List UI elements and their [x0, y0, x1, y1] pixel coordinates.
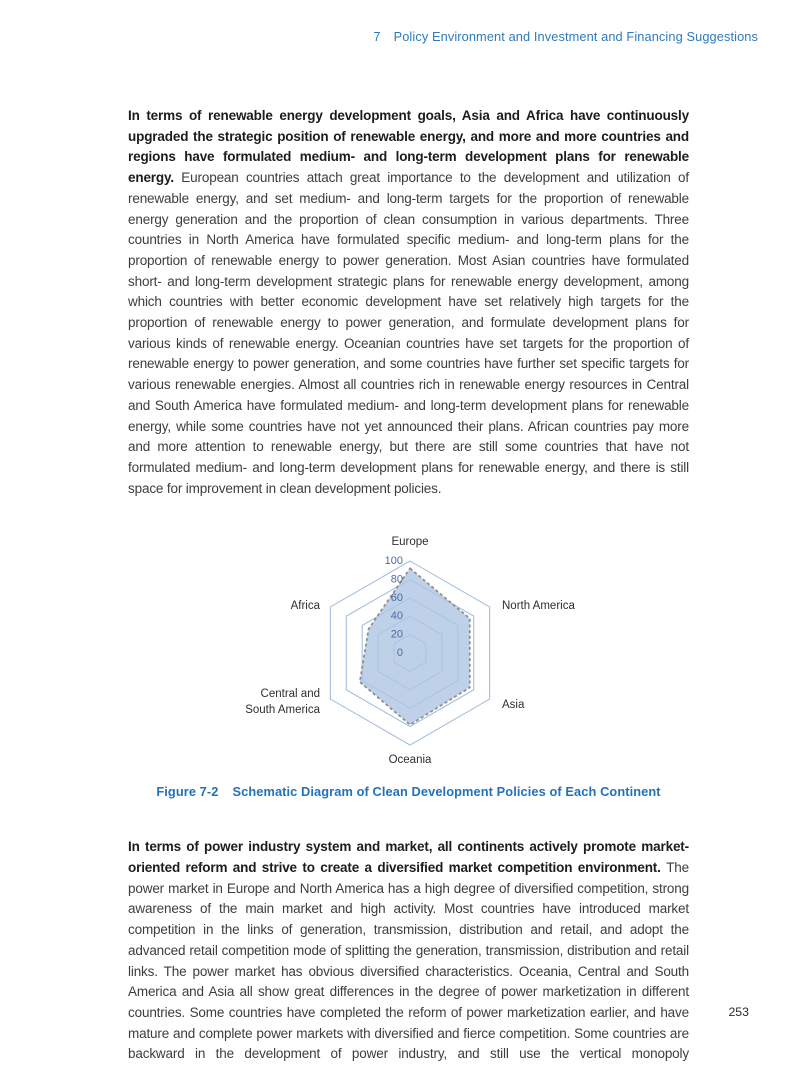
radar-chart-svg — [128, 532, 689, 772]
axis-label: North America — [502, 600, 575, 613]
radar-chart — [128, 532, 689, 777]
paragraph2-lead: In terms of power industry system and market, all continents actively promote market-oriented reform and strive to create a diversified market competition environment. — [128, 839, 689, 876]
paragraph-power-market — [128, 837, 689, 1065]
axis-label: Central and — [260, 688, 320, 701]
figure-label: Figure 7-2 — [156, 784, 219, 800]
figure-title: Schematic Diagram of Clean Development Policies of Each Continent — [232, 784, 661, 800]
paragraph2-body: The power market in Europe and North America has a high degree of diversified competition, strong awareness of the main market and high activity. Most countries have introduced market competition in the links of generation, transmission, distribution and retail, and adopt the advanced retail competition mode of splitting the generation, transmission, distribution and retail links. The power market has obvious diversified characteristics. Oceania, Central and South America and Asia all show great differences in the degree of power marketization in different countries. Some countries have completed the reform of power marketization earlier, and have mature and complete power markets with diversified and fierce competition. Some countries are backward in the development of power industry, and still use the vertical monopoly — [128, 860, 689, 1062]
tick-label: 60 — [390, 592, 403, 605]
axis-label: Asia — [502, 699, 525, 712]
page-number: 253 — [728, 1005, 749, 1019]
tick-label: 100 — [384, 555, 403, 568]
tick-label: 40 — [390, 610, 403, 623]
tick-label: 20 — [390, 628, 403, 641]
axis-label: Africa — [290, 600, 320, 613]
axis-label: Oceania — [388, 754, 432, 767]
paragraph1-lead: In terms of renewable energy development goals, Asia and Africa have continuously upgraded the strategic position of renewable energy, and more and more countries and regions have formulated medium- and long-term development plans for renewable energy. — [128, 108, 689, 186]
chapter-number: 7 — [373, 29, 381, 44]
figure-caption — [128, 784, 689, 799]
page-content — [128, 0, 689, 1077]
tick-label: 80 — [390, 573, 403, 586]
chapter-title: Policy Environment and Investment and Financing Suggestions — [393, 29, 758, 44]
axis-label: Europe — [391, 536, 429, 549]
paragraph1-body: European countries attach great importance to the development and utilization of renewable energy, and set medium- and long-term targets for the proportion of renewable energy generation and the proportion of clean consumption in various departments. Three countries in North America have formulated specific medium- and long-term plans for the proportion of renewable energy to power generation. Most Asian countries have formulated short- and long-term development strategic plans for renewable energy development, among which countries with better economic development have set relatively high targets for the proportion of renewable energy to power generation, and formulate development plans for various kinds of renewable energy. Oceanian countries have set targets for the proportion of renewable energy to power generation, and some countries have further set specific targets for various renewable energies. Almost all countries rich in renewable energy resources in Central and South America have formulated medium- and long-term development plans for renewable energy, while some countries have not yet announced their plans. African countries pay more and more attention to renewable energy, but there are still some countries that have not formulated medium- and long-term development plans for renewable energy, and there is still space for improvement in clean development policies. — [128, 170, 689, 496]
tick-label: 0 — [396, 647, 403, 660]
axis-label: South America — [245, 704, 320, 717]
paragraph-renewable-goals — [128, 106, 689, 499]
